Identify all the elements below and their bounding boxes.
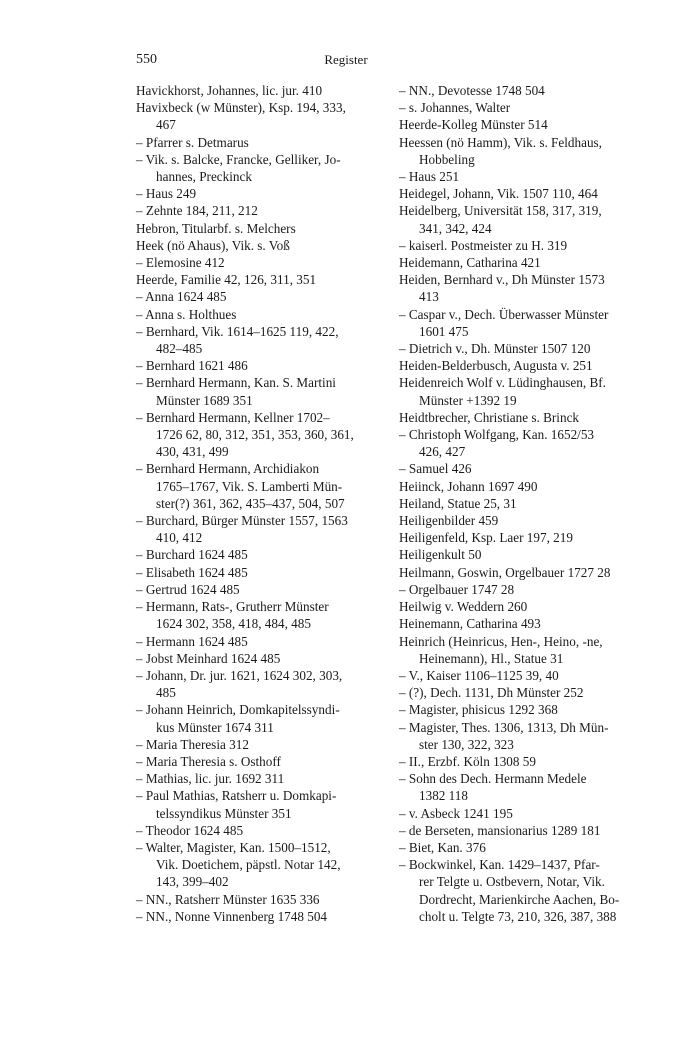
index-line: Heinrich (Heinricus, Hen-, Heino, -ne,	[399, 633, 603, 649]
index-line: – Bockwinkel, Kan. 1429–1437, Pfar-	[399, 857, 600, 873]
index-line: – Walter, Magister, Kan. 1500–1512,	[136, 839, 331, 855]
index-line: Heerde, Familie 42, 126, 311, 351	[136, 272, 317, 288]
index-line: – Samuel 426	[399, 461, 472, 477]
index-line: 1601 475	[419, 323, 469, 339]
index-column-left	[136, 82, 380, 925]
index-line: – Hermann, Rats-, Grutherr Münster	[136, 599, 329, 615]
index-line: Dordrecht, Marienkirche Aachen, Bo-	[419, 891, 620, 907]
index-line: – Vik. s. Balcke, Francke, Gelliker, Jo-	[136, 151, 341, 167]
index-line: – Bernhard Hermann, Archidiakon	[136, 461, 320, 477]
index-line: – NN., Nonne Vinnenberg 1748 504	[136, 908, 328, 924]
index-line: – Bernhard, Vik. 1614–1625 119, 422,	[136, 323, 339, 339]
index-line: Heinemann, Catharina 493	[399, 616, 541, 632]
index-line: Havixbeck (w Münster), Ksp. 194, 333,	[136, 100, 346, 116]
index-line: Heidelberg, Universität 158, 317, 319,	[399, 203, 602, 219]
index-line: – Maria Theresia 312	[136, 736, 249, 752]
index-line: – v. Asbeck 1241 195	[399, 805, 513, 821]
index-line: 485	[156, 685, 176, 701]
index-line: – Maria Theresia s. Osthoff	[136, 753, 281, 769]
running-head	[136, 52, 556, 72]
index-line: 467	[156, 117, 176, 133]
index-line: – Bernhard Hermann, Kellner 1702–	[136, 409, 330, 425]
index-line: – Elemosine 412	[136, 255, 225, 271]
index-line: – Mathias, lic. jur. 1692 311	[136, 771, 285, 787]
index-line: Heidemann, Catharina 421	[399, 255, 541, 271]
index-line: Heinemann), Hl., Statue 31	[419, 650, 564, 666]
index-line: – Bernhard 1621 486	[136, 358, 248, 374]
index-line: – Burchard 1624 485	[136, 547, 248, 563]
index-line: 413	[419, 289, 439, 305]
index-line: – Zehnte 184, 211, 212	[136, 203, 258, 219]
index-line: Heiden-Belderbusch, Augusta v. 251	[399, 358, 593, 374]
index-line: 1765–1767, Vik. S. Lamberti Mün-	[156, 478, 343, 494]
index-line: Heiinck, Johann 1697 490	[399, 478, 538, 494]
index-line: 426, 427	[419, 444, 466, 460]
index-line: – Magister, Thes. 1306, 1313, Dh Mün-	[399, 719, 609, 735]
index-line: – Gertrud 1624 485	[136, 581, 240, 597]
index-line: – NN., Ratsherr Münster 1635 336	[136, 891, 320, 907]
index-line: 410, 412	[156, 530, 203, 546]
index-line: – Anna s. Holthues	[136, 306, 237, 322]
index-line: – Biet, Kan. 376	[399, 839, 486, 855]
index-line: – Anna 1624 485	[136, 289, 227, 305]
index-line: 1624 302, 358, 418, 484, 485	[156, 616, 311, 632]
index-line: 430, 431, 499	[156, 444, 229, 460]
index-line: – Jobst Meinhard 1624 485	[136, 650, 281, 666]
index-line: – Magister, phisicus 1292 368	[399, 702, 558, 718]
index-line: – (?), Dech. 1131, Dh Münster 252	[399, 685, 584, 701]
index-line: Heiland, Statue 25, 31	[399, 495, 517, 511]
index-line: – s. Johannes, Walter	[399, 100, 511, 116]
index-line: 143, 399–402	[156, 874, 229, 890]
index-line: – de Berseten, mansionarius 1289 181	[399, 822, 601, 838]
index-line: – Johann, Dr. jur. 1621, 1624 302, 303,	[136, 667, 343, 683]
index-line: – NN., Devotesse 1748 504	[399, 83, 545, 98]
index-line: – Burchard, Bürger Münster 1557, 1563	[136, 513, 348, 529]
index-line: Heidtbrecher, Christiane s. Brinck	[399, 409, 580, 425]
index-line: – Pfarrer s. Detmarus	[136, 134, 249, 150]
index-line: – Dietrich v., Dh. Münster 1507 120	[399, 341, 591, 357]
index-line: Münster +1392 19	[419, 392, 517, 408]
index-line: 341, 342, 424	[419, 220, 492, 236]
index-line: – Haus 251	[399, 169, 460, 185]
index-line: – Orgelbauer 1747 28	[399, 581, 515, 597]
index-line: Heilmann, Goswin, Orgelbauer 1727 28	[399, 564, 611, 580]
index-line: – Paul Mathias, Ratsherr u. Domkapi-	[136, 788, 337, 804]
index-line: – Caspar v., Dech. Überwasser Münster	[399, 306, 609, 322]
index-line: Heilwig v. Weddern 260	[399, 599, 528, 615]
index-line: Hebron, Titularbf. s. Melchers	[136, 220, 296, 236]
index-line: – Christoph Wolfgang, Kan. 1652/53	[399, 427, 595, 443]
index-line: hannes, Preckinck	[156, 169, 252, 185]
index-line: ster 130, 322, 323	[419, 736, 514, 752]
running-title: Register	[324, 52, 368, 67]
index-line: – Bernhard Hermann, Kan. S. Martini	[136, 375, 336, 391]
index-line: – Sohn des Dech. Hermann Medele	[399, 771, 587, 787]
index-line: Münster 1689 351	[156, 392, 253, 408]
index-line: Heiligenbilder 459	[399, 513, 499, 529]
index-line: ster(?) 361, 362, 435–437, 504, 507	[156, 495, 345, 511]
index-line: Vik. Doetichem, päpstl. Notar 142,	[156, 857, 341, 873]
index-line: – Johann Heinrich, Domkapitelssyndi-	[136, 702, 340, 718]
index-line: Heiden, Bernhard v., Dh Münster 1573	[399, 272, 605, 288]
index-line: rer Telgte u. Ostbevern, Notar, Vik.	[419, 874, 605, 890]
index-line: Hobbeling	[419, 151, 475, 167]
index-line: Heerde-Kolleg Münster 514	[399, 117, 548, 133]
index-line: – V., Kaiser 1106–1125 39, 40	[399, 667, 559, 683]
index-line: – kaiserl. Postmeister zu H. 319	[399, 237, 568, 253]
index-line: Havickhorst, Johannes, lic. jur. 410	[136, 83, 323, 98]
index-line: Heiligenkult 50	[399, 547, 482, 563]
index-line: – Theodor 1624 485	[136, 822, 244, 838]
index-line: Heidenreich Wolf v. Lüdinghausen, Bf.	[399, 375, 606, 391]
index-line: Heidegel, Johann, Vik. 1507 110, 464	[399, 186, 598, 202]
index-line: Heiligenfeld, Ksp. Laer 197, 219	[399, 530, 573, 546]
index-line: kus Münster 1674 311	[156, 719, 274, 735]
index-line: telssyndikus Münster 351	[156, 805, 292, 821]
index-line: – Haus 249	[136, 186, 197, 202]
index-line: 482–485	[156, 341, 203, 357]
index-line: 1726 62, 80, 312, 351, 353, 360, 361,	[156, 427, 354, 443]
index-column-right	[399, 82, 643, 925]
index-line: Heessen (nö Hamm), Vik. s. Feldhaus,	[399, 134, 602, 150]
index-line: – Hermann 1624 485	[136, 633, 248, 649]
page-number: 550	[136, 52, 157, 67]
index-line: Heek (nö Ahaus), Vik. s. Voß	[136, 237, 290, 253]
index-line: cholt u. Telgte 73, 210, 326, 387, 388	[419, 908, 617, 924]
index-line: 1382 118	[419, 788, 468, 804]
index-line: – Elisabeth 1624 485	[136, 564, 248, 580]
index-line: – II., Erzbf. Köln 1308 59	[399, 753, 536, 769]
